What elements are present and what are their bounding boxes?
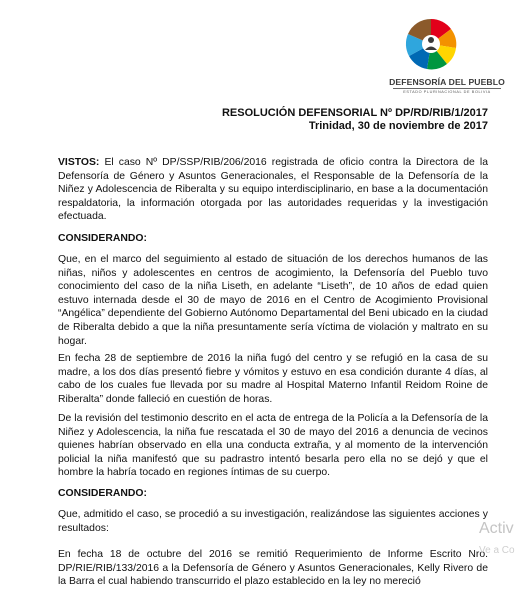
- vistos-label: VISTOS:: [58, 157, 100, 168]
- resolution-title: RESOLUCIÓN DEFENSORIAL Nº DP/RD/RIB/1/2017: [221, 107, 488, 119]
- logo-divider: [393, 88, 501, 89]
- paragraph-4: Que, admitido el caso, se procedió a su investigación, realizándose las siguientes acciones y resultados:: [58, 509, 488, 534]
- activation-watermark: Activ: [479, 520, 514, 537]
- considerando-heading-2: CONSIDERANDO:: [58, 488, 147, 499]
- considerando-heading-1: CONSIDERANDO:: [58, 233, 147, 244]
- paragraph-5: En fecha 18 de octubre del 2016 se remitió Requerimiento de Informe Escrito Nro. DP/RIE/RIB/133/2016 a la Defensoría de Género y Asuntos Generacionales, Kelly Rivero de la Barra el cual habiendo transcurrido el plazo establecido en la ley no mereció: [58, 549, 488, 588]
- vistos-paragraph: [58, 156, 488, 224]
- vistos-text: El caso Nº DP/SSP/RIB/206/2016 registrada de oficio contra la Directora de la Defensoría de Género y Asuntos Generacionales, el Responsable de la Defensoría de la Niñez y Adolescencia de Riberalta y su equipo interdisciplinario, en base a la documentación respaldatoria, la información otorgada por las autoridades requeridas y la investigación efectuada.: [58, 157, 488, 223]
- logo-name: DEFENSORÍA DEL PUEBLO: [389, 77, 505, 87]
- activation-watermark-sub: Ve a Co: [479, 545, 515, 556]
- paragraph-3: De la revisión del testimonio descrito en el acta de entrega de la Policía a la Defensoría de la Niñez y Adolescencia, la niña fue rescatada el 30 de mayo del 2016 a denuncia de vecinos quienes habrían observado en ella una conducta extraña, y al momento de la intervención policial la niña manifestó que su padrastro intentó besarla pero ella no se dejó y que el hombre la habría tocado en regiones íntimas de su cuerpo.: [58, 413, 488, 479]
- logo-emblem-icon: [403, 16, 459, 72]
- logo-subtitle: ESTADO PLURINACIONAL DE BOLIVIA: [403, 90, 491, 94]
- paragraph-1: Que, en el marco del seguimiento al estado de situación de los derechos humanos de las niñas, niños y adolescentes en centros de acogimiento, la Defensoría del Pueblo tuvo conocimiento del caso de la niña Liseth, en adelante “Liseth”, de 10 años de edad quien estuvo internada desde el 30 de mayo de 2016 en el Centro de Acogimiento Provisional “Angélica” dependiente del Gobierno Autónomo Departamental del Beni ubicado en la ciudad de Riberalta debido a que la niña presuntamente sería víctima de violación y maltrato en su hogar.: [58, 254, 488, 347]
- paragraph-2: En fecha 28 de septiembre de 2016 la niña fugó del centro y se refugió en la casa de su madre, a los dos días presentó fiebre y vómitos y estuvo en esa condición durante 4 días, al cabo de los cuales fue llevada por su madre al Hospital Materno Infantil Reidom Roine de Riberalta” donde falleció en cuestión de horas.: [58, 353, 488, 405]
- defensoria-logo: [377, 16, 517, 106]
- resolution-date: Trinidad, 30 de noviembre de 2017: [308, 120, 488, 132]
